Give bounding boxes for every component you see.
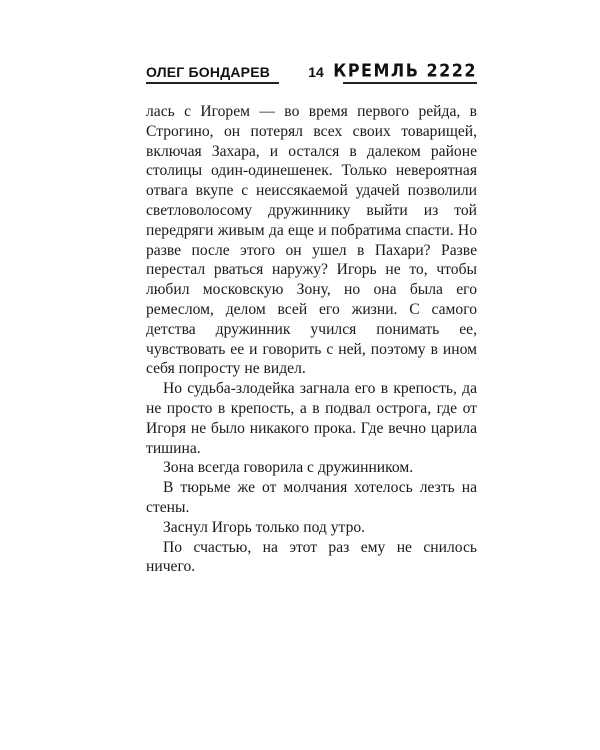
body-text xyxy=(146,102,477,577)
paragraph: лась с Игорем — во время первого рейда, в Строгино, он потерял всех своих товарищей, включая Захара, и остался в далеком районе столицы один-одинешенек. Только невероятная отвага вкупе с неиссякаемой удачей позволили светловолосому дружиннику выйти из той передряги живым да еще и побратима спасти. Но разве после этого он ушел в Пахари? Разве перестал рваться наружу? Игорь не то, чтобы любил московскую Зону, но она была его ремеслом, делом всей его жизни. С самого детства дружинник учился понимать ее, чувствовать ее и говорить с ней, поэтому в ином себя попросту не видел. xyxy=(146,103,477,378)
header-rule-left xyxy=(146,82,279,84)
book-title: КРЕМЛЬ 2222 xyxy=(333,60,477,81)
author-name: ОЛЕГ БОНДАРЕВ xyxy=(146,64,271,80)
running-header xyxy=(146,60,477,86)
paragraph: Зона всегда говорила с дружинником. xyxy=(163,459,414,477)
paragraph: По счастью, на этот раз ему не снилось ничего. xyxy=(146,538,477,576)
paragraph: Но судьба-злодейка загнала его в крепость, да не просто в крепость, а в подвал острога, где от Игоря не было никакого прока. Где вечно царила тишина. xyxy=(146,380,477,457)
page-number: 14 xyxy=(308,64,324,80)
paragraph: Заснул Игорь только под утро. xyxy=(163,518,366,536)
header-rule-right xyxy=(343,82,477,84)
paragraph: В тюрьме же от молчания хотелось лезть на стены. xyxy=(146,479,477,516)
